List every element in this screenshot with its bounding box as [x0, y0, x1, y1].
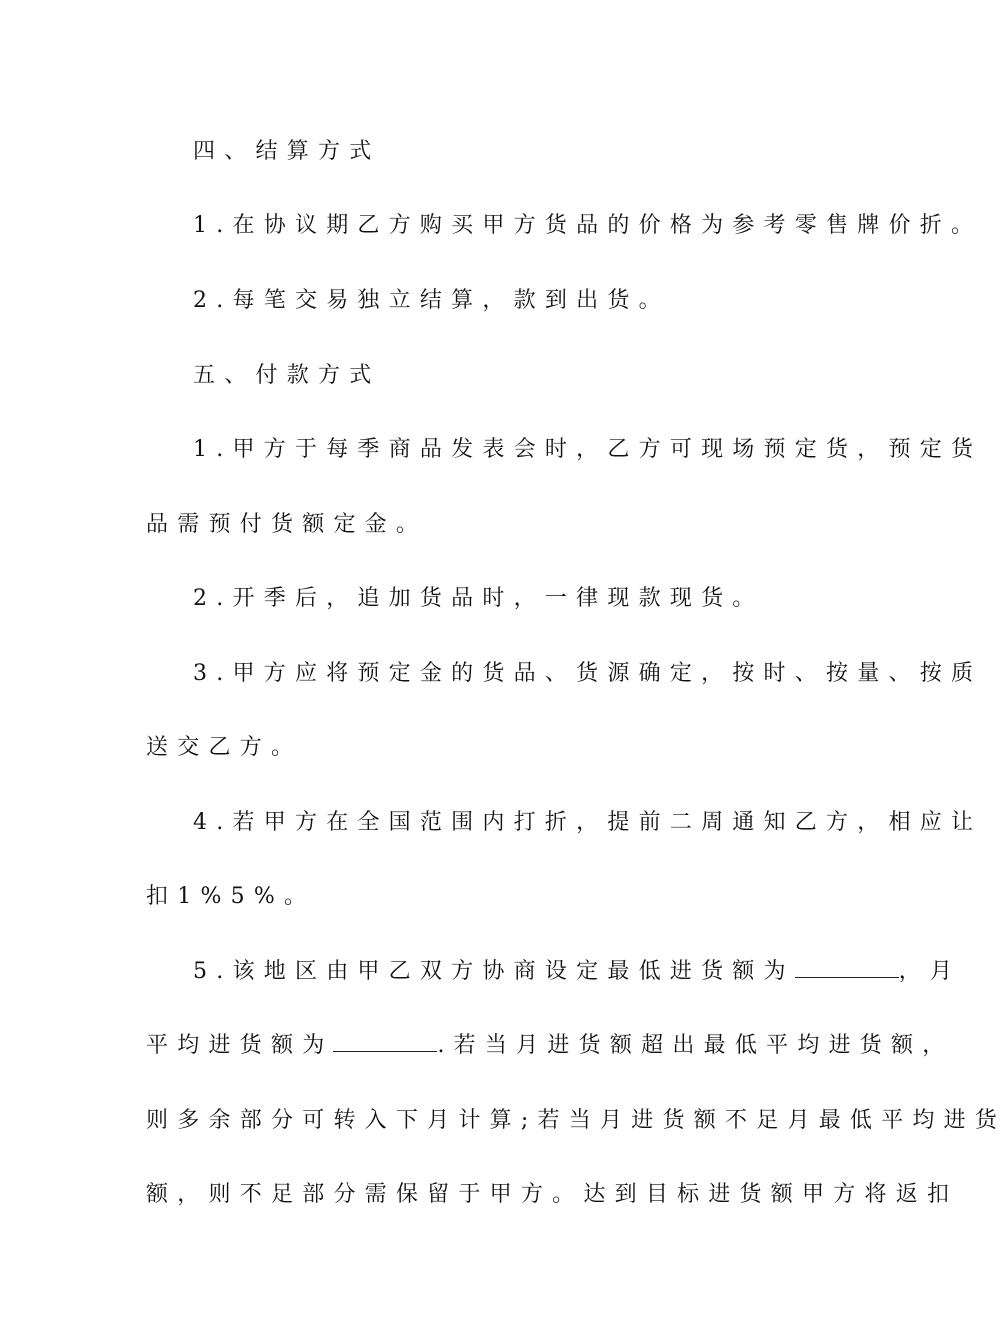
text: ，月 [898, 959, 962, 984]
paragraph-line [146, 882, 315, 912]
paragraph-line [146, 1180, 958, 1210]
text: 额，则不足部分需保留于甲方。达到目标进货额甲方将返扣 [146, 1182, 959, 1207]
text: 四、结算方式 [193, 139, 381, 164]
text: 五、付款方式 [193, 363, 381, 388]
paragraph-line [193, 808, 982, 838]
paragraph-line [146, 1106, 1006, 1136]
text: 1.在协议期乙方购买甲方货品的价格为参考零售牌价折。 [193, 213, 983, 238]
text: 扣1%5%。 [146, 884, 316, 909]
text: 平均进货额为 [146, 1033, 334, 1058]
text: 2.每笔交易独立结算，款到出货。 [193, 288, 670, 313]
text: 5.该地区由甲乙双方协商设定最低进货额为 [193, 959, 795, 984]
paragraph-line [193, 435, 982, 465]
paragraph-line [193, 957, 961, 987]
paragraph-line [146, 733, 302, 763]
paragraph-line [146, 1031, 954, 1061]
section-heading-payment [193, 361, 380, 391]
text: 送交乙方。 [146, 735, 303, 760]
fill-in-blank [795, 957, 899, 978]
text: 品需预付货额定金。 [146, 512, 428, 537]
text: 3.甲方应将预定金的货品、货源确定，按时、按量、按质 [193, 661, 983, 686]
paragraph-line [193, 584, 764, 614]
paragraph-line [146, 510, 427, 540]
text: .若当月进货额超出最低平均进货额， [437, 1033, 954, 1058]
text: 则多余部分可转入下月计算;若当月进货额不足月最低平均进货 [146, 1108, 1006, 1133]
text: 4.若甲方在全国范围内打折，提前二周通知乙方，相应让 [193, 810, 983, 835]
text: 1.甲方于每季商品发表会时，乙方可现场预定货，预定货 [193, 437, 983, 462]
paragraph-line [193, 286, 670, 316]
fill-in-blank [333, 1031, 437, 1052]
section-heading-settlement [193, 137, 380, 167]
paragraph-line [193, 659, 982, 689]
text: 2.开季后，追加货品时，一律现款现货。 [193, 586, 764, 611]
paragraph-line [193, 211, 982, 241]
